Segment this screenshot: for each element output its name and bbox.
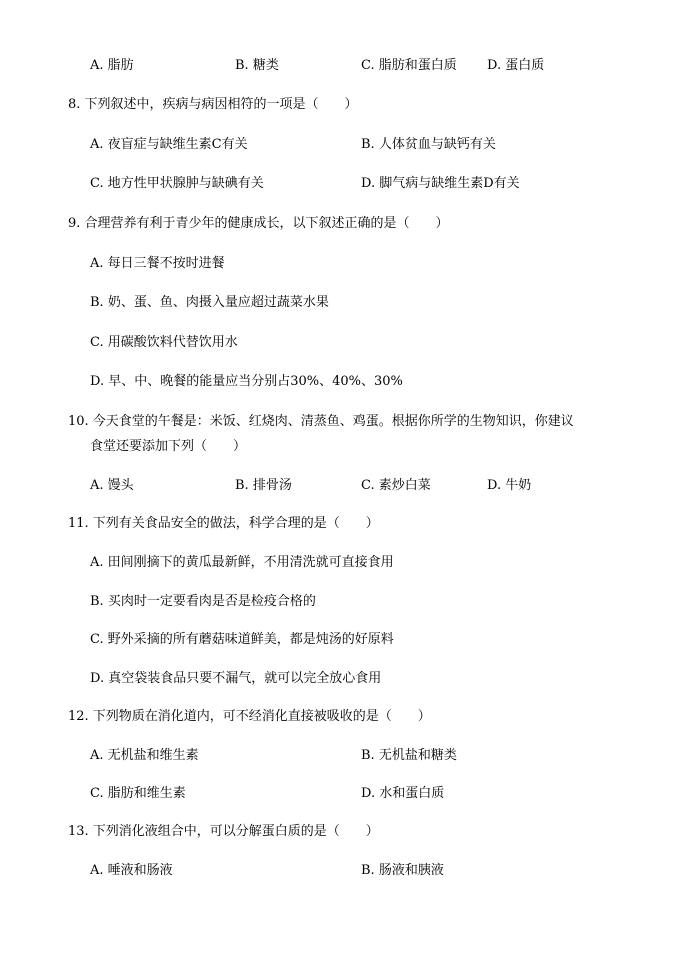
option-b: B. 排骨汤 [235, 478, 292, 493]
option-d: D. 脚气病与缺维生素D有关 [361, 176, 520, 191]
option-c: C. 用碳酸饮料代替饮用水 [90, 335, 238, 350]
option-b: B. 买肉时一定要看肉是否是检疫合格的 [90, 594, 316, 609]
option-b: B. 奶、蛋、鱼、肉摄入量应超过蔬菜水果 [90, 295, 329, 310]
question-stem-line-2: 食堂还要添加下列（ ） [90, 439, 247, 454]
option-b: B. 肠液和胰液 [361, 863, 444, 878]
option-a: A. 脂肪 [90, 58, 134, 73]
option-d: D. 早、中、晚餐的能量应当分别占30%、40%、30% [90, 374, 403, 389]
question-stem: 11. 下列有关食品安全的做法，科学合理的是（ ） [68, 516, 379, 531]
option-d: D. 水和蛋白质 [361, 786, 445, 801]
question-stem: 8. 下列叙述中，疾病与病因相符的一项是（ ） [68, 97, 358, 112]
question-stem: 13. 下列消化液组合中，可以分解蛋白质的是（ ） [68, 824, 379, 839]
option-a: A. 馒头 [90, 478, 134, 493]
option-d: D. 牛奶 [487, 478, 532, 493]
option-c: C. 素炒白菜 [361, 478, 431, 493]
option-b: B. 糖类 [235, 58, 279, 73]
option-b: B. 无机盐和糖类 [361, 748, 457, 763]
option-c: C. 野外采摘的所有蘑菇味道鲜美，都是炖汤的好原料 [90, 632, 394, 647]
option-c: C. 地方性甲状腺肿与缺碘有关 [90, 176, 264, 191]
option-c: C. 脂肪和蛋白质 [361, 58, 457, 73]
option-b: B. 人体贫血与缺钙有关 [361, 137, 496, 152]
option-d: D. 蛋白质 [487, 58, 545, 73]
option-c: C. 脂肪和维生素 [90, 786, 186, 801]
question-stem-line-1: 10. 今天食堂的午餐是：米饭、红烧肉、清蒸鱼、鸡蛋。根据你所学的生物知识，你建议 [68, 414, 574, 429]
question-stem: 12. 下列物质在消化道内，可不经消化直接被吸收的是（ ） [68, 709, 431, 724]
option-a: A. 唾液和肠液 [90, 863, 173, 878]
option-a: A. 无机盐和维生素 [90, 748, 199, 763]
option-a: A. 田间刚摘下的黄瓜最新鲜，不用清洗就可直接食用 [90, 555, 394, 570]
option-a: A. 每日三餐不按时进餐 [90, 256, 225, 271]
option-d: D. 真空袋装食品只要不漏气，就可以完全放心食用 [90, 671, 382, 686]
option-a: A. 夜盲症与缺维生素C有关 [90, 137, 248, 152]
question-stem: 9. 合理营养有利于青少年的健康成长，以下叙述正确的是（ ） [68, 216, 449, 231]
